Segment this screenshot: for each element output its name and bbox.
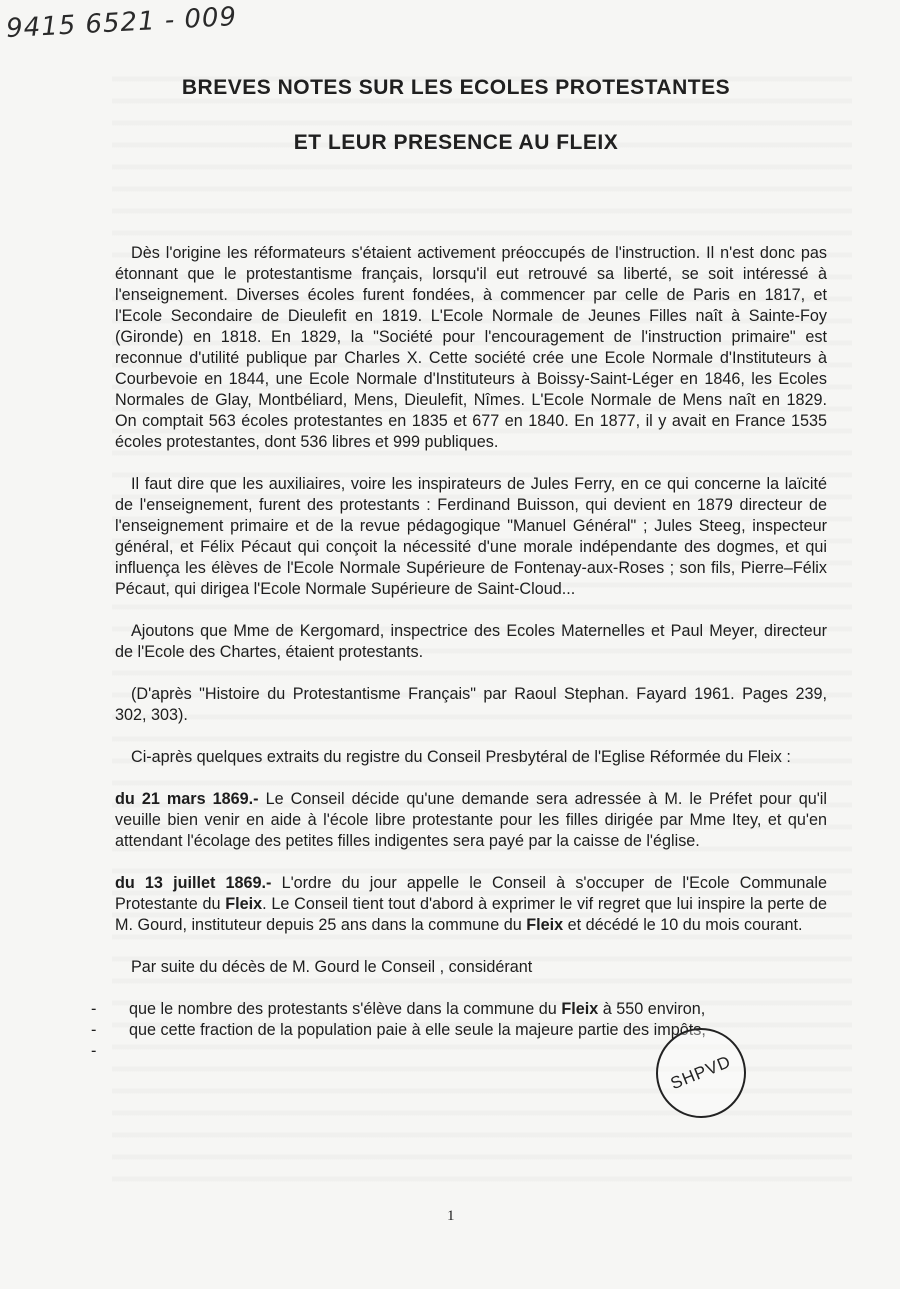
- paragraph-8: Par suite du décès de M. Gourd le Conseil , considérant: [131, 958, 533, 976]
- paragraph-7: [115, 873, 827, 936]
- paragraph-4: (D'après "Histoire du Protestantisme Français" par Raoul Stephan. Fayard 1961. Pages 239, 302, 303).: [115, 685, 827, 724]
- paragraph-6: [115, 789, 827, 852]
- dash-marker: -: [91, 1000, 97, 1018]
- dash-marker: -: [91, 1021, 97, 1039]
- list-item: [91, 999, 827, 1020]
- list-item-text: que cette fraction de la population paie à elle seule la majeure partie des impôts,: [129, 1021, 706, 1039]
- list-item-text: que le nombre des protestants s'élève dans la commune du: [129, 1000, 562, 1018]
- entry-date: du 13 juillet 1869.-: [115, 874, 272, 892]
- place-name: Fleix: [225, 895, 263, 913]
- page-number: 1: [447, 1208, 455, 1224]
- title-line-1: BREVES NOTES SUR LES ECOLES PROTESTANTES: [181, 76, 731, 99]
- list-item-text: à 550 environ,: [598, 1000, 706, 1018]
- body-text: [91, 243, 827, 1060]
- entry-text: Le Conseil décide qu'une demande sera adressée à M. le Préfet pour qu'il veuille bien venir en aide à l'école libre protestante pour les filles dirigée par Mme Itey, et qu'en attendant l'écolage des petites filles indigentes sera payé par la caisse de l'église.: [115, 790, 827, 850]
- paragraph-1: Dès l'origine les réformateurs s'étaient activement préoccupés de l'instruction. Il n'est donc pas étonnant que le protestantisme français, lorsqu'il eut retrouvé sa liberté, se soit intéressé à l'enseignement. Diverses écoles furent fondées, à commencer par celle de Paris en 1817, et l'Ecole Secondaire de Dieulefit en 1819. L'Ecole Normale de Jeunes Filles naît à Sainte-Foy (Gironde) en 1818. En 1829, la "Société pour l'encouragement de l'instruction primaire" est reconnue d'utilité publique par Charles X. Cette société crée une Ecole Normale d'Instituteurs à Courbevoie en 1844, une Ecole Normale d'Instituteurs à Boissy-Saint-Léger en 1846, les Ecoles Normales de Glay, Montbéliard, Mens, Dieulefit, Nîmes. L'Ecole Normale de Mens naît en 1829. On comptait 563 écoles protestantes en 1835 et 677 en 1840. En 1877, il y avait en France 1535 écoles protestantes, dont 536 libres et 999 publiques.: [115, 244, 827, 451]
- entry-date: du 21 mars 1869.-: [115, 790, 259, 808]
- place-name: Fleix: [561, 1000, 599, 1018]
- paragraph-5: Ci-après quelques extraits du registre du Conseil Presbytéral de l'Eglise Réformée du Fleix :: [131, 748, 791, 766]
- entry-text: L'ordre du jour appelle le Conseil à s'occuper de l'Ecole Communale Protestante du: [115, 874, 827, 913]
- entry-text: et décédé le 10 du mois courant.: [563, 916, 803, 934]
- stamp-text: SHPVD: [667, 1051, 734, 1094]
- paragraph-3: Ajoutons que Mme de Kergomard, inspectrice des Ecoles Maternelles et Paul Meyer, directeur de l'Ecole des Chartes, étaient protestants.: [115, 622, 827, 661]
- dash-marker: -: [91, 1042, 97, 1060]
- place-name: Fleix: [526, 916, 564, 934]
- title-line-2: ET LEUR PRESENCE AU FLEIX: [293, 131, 619, 154]
- handwritten-reference: 9415 6521 - 009: [5, 1, 238, 45]
- entry-text: . Le Conseil tient tout d'abord à exprimer le vif regret que lui inspire la perte de M. Gourd, instituteur depuis 25 ans dans la commune du: [115, 895, 827, 934]
- paragraph-2: Il faut dire que les auxiliaires, voire les inspirateurs de Jules Ferry, en ce qui concerne la laïcité de l'enseignement, furent des protestants : Ferdinand Buisson, qui devient en 1879 directeur de l'enseignement primaire et de la revue pédagogique "Manuel Général" ; Jules Steeg, inspecteur général, et Félix Pécaut qui conçoit la nécessité d'une morale indépendante des dogmes, et qui influença les élèves de l'Ecole Normale Supérieure de Fontenay-aux-Roses ; son fils, Pierre–Félix Pécaut, qui dirigea l'Ecole Normale Supérieure de Saint-Cloud...: [115, 475, 827, 598]
